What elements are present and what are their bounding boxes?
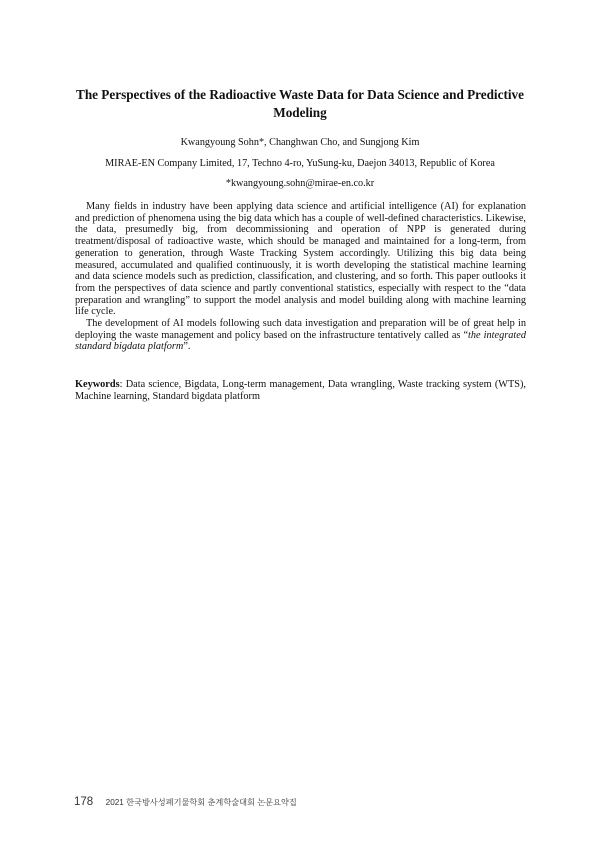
abstract-paragraph-1: Many fields in industry have been applying data science and artificial intelligence (AI) for explanation and prediction of phenomena using the big data which has a couple of well-defined characteristics. Likewise, the data, presumedly big, from decommissioning and operation of NPP is generated during treatment/disposal of radioactive waste, which should be managed and maintained for a long-term, from generation to generation, through Waste Tracking System accordingly. Utilizing this big data being measured, accumulated and qualified continuously, it is worth developing the statistical machine learning and data science models such as prediction, classification, and clustering, and so forth. This paper outlooks it from the perspectives of data science and partly conventional statistics, especially with respect to the “data preparation and wrangling” to support the model analysis and model building along with machine learning life cycle. xyxy=(75,201,526,318)
corresponding-email: *kwangyoung.sohn@mirae-en.co.kr xyxy=(225,178,375,189)
author-affiliation: MIRAE-EN Company Limited, 17, Techno 4-ro, YuSung-ku, Daejon 34013, Republic of Korea xyxy=(105,158,495,169)
abstract-paragraph-2-end: ”. xyxy=(183,341,191,353)
keywords xyxy=(75,379,526,402)
platform-name: the integrated standard bigdata platform xyxy=(75,329,527,353)
keywords-label: Keywords xyxy=(75,379,120,390)
page-number: 178 xyxy=(74,796,94,808)
page-footer xyxy=(74,792,297,810)
paper-title: The Perspectives of the Radioactive Waste Data for Data Science and Predictive Modeling xyxy=(76,87,524,120)
author-list: Kwangyoung Sohn*, Changhwan Cho, and Sungjong Kim xyxy=(180,137,420,148)
abstract-paragraph-2 xyxy=(75,318,526,353)
abstract xyxy=(75,201,526,353)
journal-name: 2021 한국방사성폐기물학회 춘계학술대회 논문요약집 xyxy=(105,798,297,807)
keywords-list: : Data science, Bigdata, Long-term management, Data wrangling, Waste tracking system (WTS), Machine learning, Standard bigdata platform xyxy=(75,379,526,402)
abstract-paragraph-2-text: The development of AI models following such data investigation and preparation will be of great help in deploying the waste management and policy based on the infrastructure tentatively called as “ xyxy=(75,318,526,341)
